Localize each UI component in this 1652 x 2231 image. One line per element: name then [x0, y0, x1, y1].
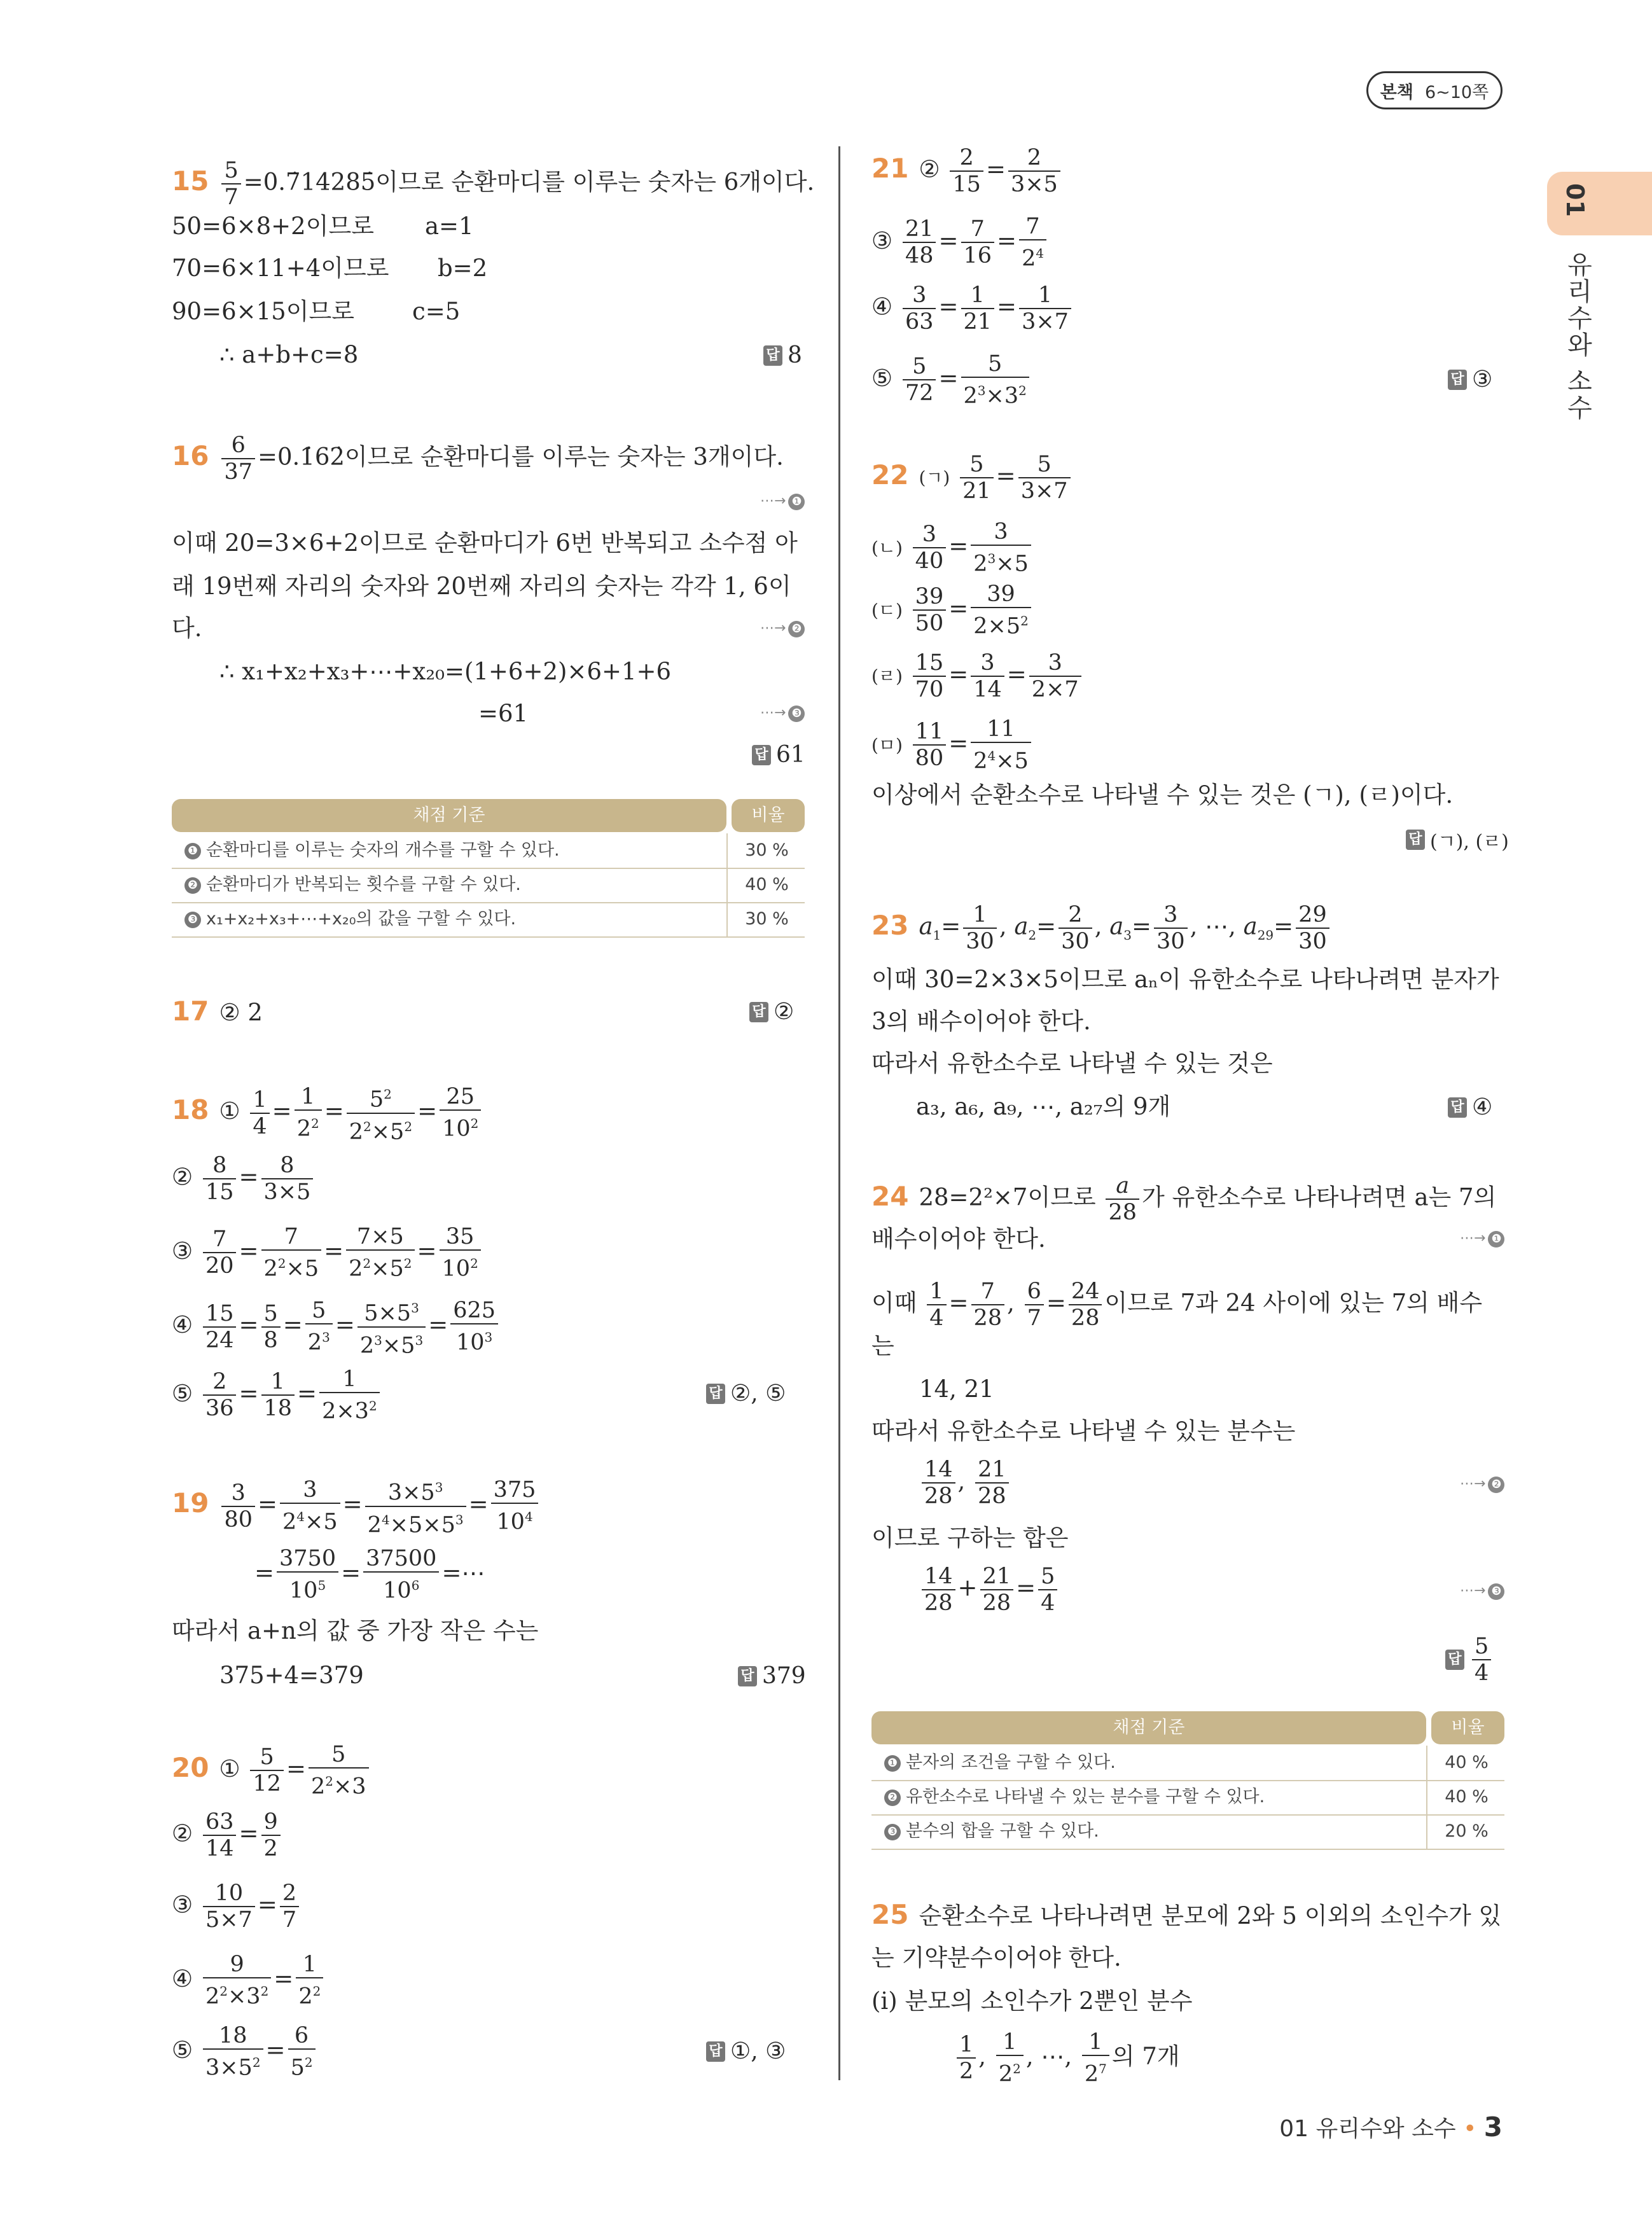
p25-line-4: $\frac{1}{2}$ , $\frac{1}{2^2}$ , ⋯, $\frac{1}{2^7}$ 의 7개: [954, 2029, 1180, 2087]
p20-item-5: ⑤ $\frac{18}{3\times 5^2}$ = $\frac{6}{5^2}$: [172, 2023, 318, 2081]
p24-line-2: 배수이어야 한다.: [871, 1225, 1046, 1253]
p22-item-e: (ㅁ) $\frac{11}{80}$ = $\frac{11}{2^4\times 5}$: [871, 716, 1034, 774]
answer-icon: 답: [1448, 370, 1467, 390]
p22-conclusion: 이상에서 순환소수로 나타낼 수 있는 것은 (ㄱ), (ㄹ)이다.: [871, 781, 1454, 809]
p21-item-2: 21 ② $\frac{2}{15}$ = $\frac{2}{3\times 5}$: [871, 145, 1063, 197]
p15-line-2b: b=2: [438, 254, 488, 282]
answer-24: [1445, 1634, 1494, 1686]
answer-23: 답 ④: [1448, 1094, 1492, 1120]
p25-line-3: (ⅰ) 분모의 소인수가 2뿐인 분수: [871, 1987, 1193, 2015]
chapter-tab: [1547, 172, 1652, 235]
p24-line-8: 이므로 구하는 합은: [871, 1524, 1069, 1552]
scoring-table-1: [172, 799, 805, 939]
p16-lead: 16 $\frac{6}{37}$ =0.1̇62̇이므로 순환마디를 이루는 숫자는 3개이다.: [172, 433, 784, 485]
p15-lead: 15 $\frac{5}{7}$ =0.7̇14285̇이므로 순환마디를 이루는 숫자는 6개이다.: [172, 158, 815, 210]
answer-icon: 답: [1448, 1097, 1467, 1118]
p24-line-5: 14, 21: [919, 1375, 994, 1403]
p18-item-5: ⑤ $\frac{2}{36}$ = $\frac{1}{18}$ = $\frac{1}{2\times 3^2}$: [172, 1366, 382, 1424]
p20-item-1: 20 ① $\frac{5}{12}$ = $\frac{5}{2^2\times 3}$: [172, 1742, 371, 1800]
p16-line-4: ∴ x₁+x₂+x₃+⋯+x₂₀=(1+6+2)×6+1+6: [219, 658, 672, 685]
step-marker-3: ⋯→ ❸: [1460, 1583, 1504, 1600]
answer-20: 답 ①, ③: [706, 2038, 786, 2064]
answer-icon: 답: [706, 1384, 725, 1404]
answer-icon: 답: [738, 1666, 757, 1686]
p24-line-4: 는: [871, 1332, 894, 1359]
answer-18: 답 ②, ⑤: [706, 1380, 786, 1407]
table-header-ratio: 비율: [1431, 1711, 1504, 1744]
answer-15: 답 8: [763, 342, 802, 368]
p15-line-2: 70=6×11+4이므로: [172, 254, 389, 282]
p23-line-2: 이때 30=2×3×5이므로 aₙ이 유한소수로 나타나려면 분자가: [871, 966, 1499, 993]
p18-item-1: 18 ① $\frac{1}{4}$ = $\frac{1}{2^2}$ = $\frac{5^2}{2^2\times 5^2}$ = $\frac{25}{10^2}$: [172, 1081, 483, 1144]
step-marker-1: ⋯→ ❶: [1460, 1230, 1504, 1248]
p24-line-9: $\frac{14}{28}$ + $\frac{21}{28}$ = $\frac{5}{4}$: [919, 1564, 1060, 1616]
table-header-criteria: 채점 기준: [172, 799, 726, 832]
p22-item-c: (ㄷ) $\frac{39}{50}$ = $\frac{39}{2\times 5^2}$: [871, 581, 1034, 639]
table-row: ❷ 순환마디가 반복되는 횟수를 구할 수 있다. 40 %: [172, 868, 805, 903]
answer-icon: 답: [1445, 1650, 1464, 1670]
page-range: 6~10쪽: [1424, 82, 1489, 102]
p24-line-7: $\frac{14}{28}$ , $\frac{21}{28}$: [919, 1457, 1011, 1509]
table-row: ❸ x₁+x₂+x₃+⋯+x₂₀의 값을 구할 수 있다. 30 %: [172, 902, 805, 938]
chapter-number: 01: [1561, 183, 1589, 217]
p19-line-4: 375+4=379: [219, 1662, 364, 1689]
p22-item-d: (ㄹ) $\frac{15}{70}$ = $\frac{3}{14}$ = $\frac{3}{2\times 7}$: [871, 650, 1084, 702]
p20-item-4: ④ $\frac{9}{2^2\times 3^2}$ = $\frac{1}{2^2}$: [172, 1952, 326, 2010]
p19-line-3: 따라서 a+n의 값 중 가장 작은 수는: [172, 1617, 539, 1644]
p24-line-3: 이때 $\frac{1}{4}$ = $\frac{7}{28}$ , $\frac{6}{7}$ = $\frac{24}{28}$ 이므로 7과 24 사이에 있는 7의 배수: [871, 1279, 1483, 1331]
p15-line-3: 90=6×15이므로: [172, 298, 354, 325]
page-footer: [1279, 2111, 1503, 2143]
p25-line-2: 는 기약분수이어야 한다.: [871, 1944, 1121, 1971]
p19-line-1: 19 $\frac{3}{80}$ = $\frac{3}{2^4\times 5}$ = $\frac{3\times 5^3}{2^4\times 5\times 5^3}$ = $\frac{375}{10^4}$: [172, 1475, 541, 1538]
problem-number: 15: [172, 165, 209, 197]
p23-line-4: 따라서 유한소수로 나타낼 수 있는 것은: [871, 1050, 1273, 1077]
p22-item-a: 22 (ㄱ) $\frac{5}{21}$ = $\frac{5}{3\times 7}$: [871, 452, 1073, 504]
table-row: ❶ 분자의 조건을 구할 수 있다. 40 %: [871, 1746, 1504, 1781]
p24-line-1: 24 28=2²×7이므로 $\frac{a}{28}$ 가 유한소수로 나타나려면 a는 7의: [871, 1173, 1497, 1225]
step-marker-1: ⋯→ ❶: [760, 493, 805, 510]
scoring-table-2: [871, 1711, 1504, 1851]
fraction: $\frac{5}{7}$: [221, 158, 240, 210]
page-number: 3: [1483, 2111, 1503, 2143]
answer-19: 답 379: [738, 1663, 806, 1689]
answer-icon: 답: [763, 345, 782, 366]
p21-item-3: ③ $\frac{21}{48}$ = $\frac{7}{16}$ = $\frac{7}{2^4}$: [871, 214, 1049, 272]
fraction: $\frac{6}{37}$: [221, 433, 255, 485]
answer-icon: 답: [749, 1002, 768, 1022]
p15-line-1b: a=1: [425, 212, 474, 240]
table-row: ❸ 분수의 합을 구할 수 있다. 20 %: [871, 1814, 1504, 1850]
answer-icon: 답: [752, 745, 771, 765]
answer-16: 답 61: [752, 742, 805, 768]
chapter-title: 유리수와 소수: [1563, 251, 1592, 421]
answer-22: 답 (ㄱ), (ㄹ): [1406, 826, 1509, 854]
p21-item-5: ⑤ $\frac{5}{72}$ = $\frac{5}{2^3\times 3^2}$: [871, 351, 1032, 409]
p18-item-3: ③ $\frac{7}{20}$ = $\frac{7}{2^2\times 5}$ = $\frac{7\times 5}{2^2\times 5^2}$ = $\frac{35}{10^2}$: [172, 1224, 483, 1282]
fraction: 5 4: [1472, 1634, 1491, 1686]
table-header-ratio: 비율: [732, 799, 805, 832]
step-marker-2: ⋯→ ❷: [1460, 1476, 1504, 1493]
p22-item-b: (ㄴ) $\frac{3}{40}$ = $\frac{3}{2^3\times 5}$: [871, 519, 1034, 577]
footer-bullet: •: [1463, 2116, 1477, 2142]
answer-21: 답 ③: [1448, 366, 1492, 393]
p17-line: 17 ② 2: [172, 996, 263, 1027]
step-marker-3: ⋯→ ❸: [760, 705, 805, 722]
p19-line-2: = $\frac{3750}{10^5}$ = $\frac{37500}{10^6}$ =⋯: [254, 1546, 485, 1604]
p15-line-1: 50=6×8+2이므로: [172, 212, 374, 240]
p16-line-5: =61: [478, 700, 529, 727]
column-divider: [838, 146, 840, 2080]
footer-chapter: 01 유리수와 소수: [1279, 2116, 1456, 2142]
p23-line-5: a₃, a₆, a₉, ⋯, a₂₇의 9개: [916, 1093, 1171, 1120]
answer-icon: 답: [706, 2041, 725, 2062]
step-marker-2: ⋯→ ❷: [760, 620, 805, 637]
p20-item-3: ③ $\frac{10}{5\times 7}$ = $\frac{2}{7}$: [172, 1880, 302, 1933]
p21-item-4: ④ $\frac{3}{63}$ = $\frac{1}{21}$ = $\frac{1}{3\times 7}$: [871, 282, 1074, 335]
p18-item-4: ④ $\frac{15}{24}$ = $\frac{5}{8}$ = $\frac{5}{2^3}$ = $\frac{5\times 5^3}{2^3\times 5^3}$ = $\frac{625}{10^3}$: [172, 1295, 501, 1358]
book-reference-badge: [1366, 71, 1503, 109]
table-row: ❷ 유한소수로 나타낼 수 있는 분수를 구할 수 있다. 40 %: [871, 1780, 1504, 1816]
answer-17: 답 ②: [749, 999, 794, 1025]
p25-line-1: 25 순환소수로 나타나려면 분모에 2와 5 이외의 소인수가 있: [871, 1899, 1502, 1930]
p16-line-3: 다.: [172, 615, 202, 642]
p16-line-2: 래 19번째 자리의 숫자와 20번째 자리의 숫자는 각각 1, 6이: [172, 573, 791, 600]
p23-line-1: 23 $a_1=$ $\frac{1}{30}$ , $a_2=$ $\frac{2}{30}$ , $a_3=$ $\frac{3}{30}$ , ⋯, $a_{29}=$ $\frac{29}{30}$: [871, 902, 1332, 954]
problem-number: 16: [172, 440, 209, 471]
book-label: 본책: [1380, 82, 1413, 102]
p20-item-2: ② $\frac{63}{14}$ = $\frac{9}{2}$: [172, 1809, 283, 1861]
table-header-criteria: 채점 기준: [871, 1711, 1426, 1744]
p23-line-3: 3의 배수이어야 한다.: [871, 1008, 1091, 1035]
p24-line-6: 따라서 유한소수로 나타낼 수 있는 분수는: [871, 1417, 1296, 1445]
p15-line-3b: c=5: [412, 298, 461, 325]
p16-line-1: 이때 20=3×6+2이므로 순환마디가 6번 반복되고 소수점 아: [172, 529, 798, 557]
p18-item-2: ② $\frac{8}{15}$ = $\frac{8}{3\times 5}$: [172, 1153, 316, 1205]
answer-icon: 답: [1406, 830, 1425, 850]
table-row: ❶ 순환마디를 이루는 숫자의 개수를 구할 수 있다. 30 %: [172, 833, 805, 869]
p15-line-4: ∴ a+b+c=8: [219, 341, 359, 368]
